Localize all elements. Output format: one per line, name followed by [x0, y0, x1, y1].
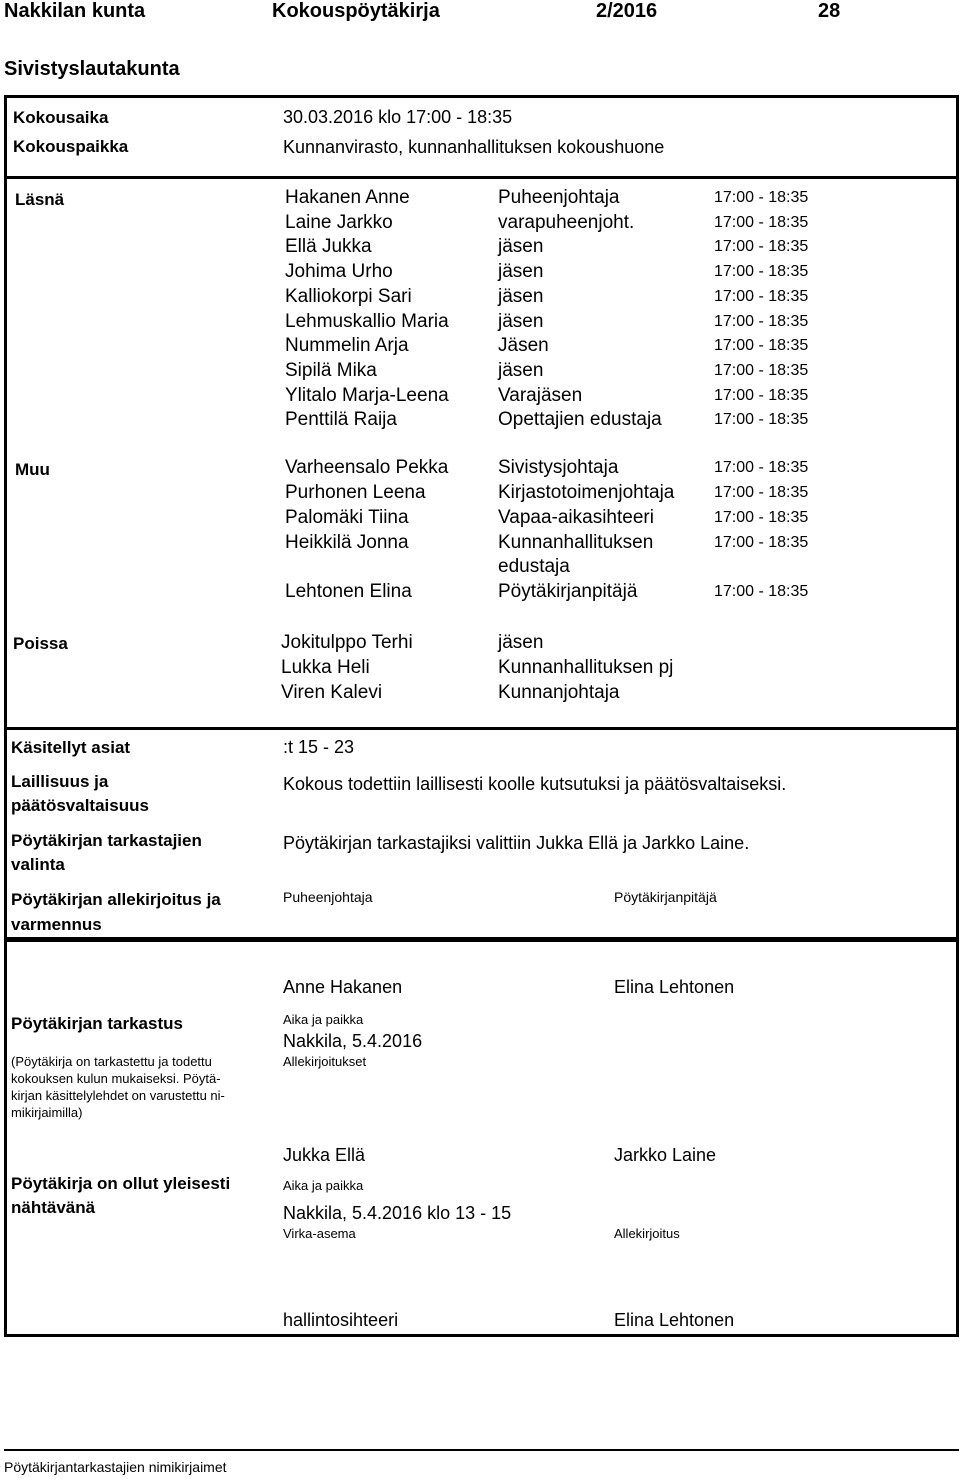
public-position-caption: Virka-asema: [283, 1226, 356, 1241]
attendee-role: jäsen: [498, 236, 544, 258]
review-note: kirjan käsittelylehdet on varustettu ni-: [11, 1088, 225, 1103]
inspectors-label: valinta: [11, 855, 65, 874]
attendee-role: Puheenjohtaja: [498, 187, 620, 208]
attendee-name: Ylitalo Marja-Leena: [285, 384, 449, 406]
public-time-place-value: Nakkila, 5.4.2016 klo 13 - 15: [283, 1203, 512, 1223]
attendee-role: Opettajien edustaja: [498, 409, 662, 431]
review-signer-1: Jukka Ellä: [283, 1145, 366, 1165]
attendee-name: Kalliokorpi Sari: [285, 285, 412, 307]
attendee-time: 17:00 - 18:35: [714, 459, 809, 476]
legality-label: Laillisuus ja: [11, 772, 109, 791]
meeting-place-value: Kunnanvirasto, kunnanhallituksen kokoushuone: [283, 137, 665, 157]
absentee-name: Lukka Heli: [281, 657, 370, 678]
absentee-role: Kunnanhallituksen pj: [498, 657, 674, 678]
attendee-name: Sipilä Mika: [285, 359, 377, 381]
attendee-name: Ellä Jukka: [285, 236, 372, 258]
attendee-time: 17:00 - 18:35: [714, 287, 809, 305]
attendee-name: Hakanen Anne: [285, 187, 410, 208]
document-number: 2/2016: [596, 0, 658, 22]
secretary-name: Elina Lehtonen: [614, 977, 735, 997]
review-time-place-value: Nakkila, 5.4.2016: [283, 1031, 423, 1051]
attendee-time: 17:00 - 18:35: [714, 213, 809, 231]
chair-caption: Puheenjohtaja: [283, 889, 373, 905]
attendee-name: Lehmuskallio Maria: [285, 310, 449, 332]
attendee-role: jäsen: [498, 285, 544, 307]
attendee-time: 17:00 - 18:35: [714, 484, 809, 501]
attendee-role: Varajäsen: [498, 384, 583, 406]
absentee-name: Jokitulppo Terhi: [281, 632, 413, 653]
legality-value: Kokous todettiin laillisesti koolle kutsutuksi ja päätösvaltaiseksi.: [283, 774, 787, 794]
attendee-role: Jäsen: [498, 335, 549, 357]
meeting-time-value: 30.03.2016 klo 17:00 - 18:35: [283, 107, 513, 127]
public-signature-caption: Allekirjoitus: [614, 1226, 680, 1241]
attendee-role: jäsen: [498, 261, 544, 283]
present-label: Läsnä: [15, 190, 65, 209]
handled-value: :t 15 - 23: [283, 737, 355, 757]
public-signer: Elina Lehtonen: [614, 1310, 735, 1330]
meeting-place-label: Kokouspaikka: [13, 137, 129, 156]
inspectors-value: Pöytäkirjan tarkastajiksi valittiin Jukka Ellä ja Jarkko Laine.: [283, 833, 750, 853]
attendee-time: 17:00 - 18:35: [714, 361, 809, 379]
absent-label: Poissa: [13, 634, 68, 653]
review-label: Pöytäkirjan tarkastus: [11, 1014, 183, 1033]
signing-label: Pöytäkirjan allekirjoitus ja: [11, 890, 221, 909]
public-time-place-caption: Aika ja paikka: [283, 1178, 364, 1193]
review-note: kokouksen kulun mukaiseksi. Pöytä-: [11, 1071, 221, 1086]
board-name: Sivistyslautakunta: [4, 58, 180, 80]
public-position-value: hallintosihteeri: [283, 1310, 399, 1330]
attendee-name: Johima Urho: [285, 261, 393, 283]
attendee-time: 17:00 - 18:35: [714, 263, 809, 281]
public-label: Pöytäkirja on ollut yleisesti: [11, 1174, 231, 1193]
attendee-role: Vapaa-aikasihteeri: [498, 507, 654, 528]
attendee-role: Pöytäkirjanpitäjä: [498, 581, 638, 602]
attendee-name: Palomäki Tiina: [285, 507, 409, 528]
absentee-name: Viren Kalevi: [281, 682, 383, 703]
chair-name: Anne Hakanen: [283, 977, 403, 997]
attendee-time: 17:00 - 18:35: [714, 312, 809, 330]
attendee-time: 17:00 - 18:35: [714, 386, 809, 404]
attendee-time: 17:00 - 18:35: [714, 411, 809, 429]
secretary-caption: Pöytäkirjanpitäjä: [614, 889, 717, 905]
divider: [4, 176, 959, 179]
handled-label: Käsitellyt asiat: [11, 738, 131, 757]
attendee-name: Heikkilä Jonna: [285, 532, 409, 553]
attendee-name: Nummelin Arja: [285, 335, 409, 357]
attendee-name: Laine Jarkko: [285, 211, 393, 233]
divider: [4, 727, 959, 730]
attendee-time: 17:00 - 18:35: [714, 583, 809, 600]
review-signer-2: Jarkko Laine: [614, 1145, 717, 1165]
attendee-role: jäsen: [498, 359, 544, 381]
attendee-role: jäsen: [498, 310, 544, 332]
attendee-name: Purhonen Leena: [285, 482, 426, 503]
review-box: [4, 939, 959, 1337]
attendee-time: 17:00 - 18:35: [714, 509, 809, 526]
document-type: Kokouspöytäkirja: [272, 0, 440, 22]
review-signatures-caption: Allekirjoitukset: [283, 1054, 367, 1069]
footer-text: Pöytäkirjantarkastajien nimikirjaimet: [4, 1459, 227, 1475]
attendee-role: edustaja: [498, 556, 570, 577]
review-time-place-caption: Aika ja paikka: [283, 1012, 364, 1027]
legality-label: päätösvaltaisuus: [11, 796, 149, 815]
attendee-time: 17:00 - 18:35: [714, 337, 809, 355]
attendee-time: 17:00 - 18:35: [714, 238, 809, 256]
public-label: nähtävänä: [11, 1198, 96, 1217]
attendee-name: Varheensalo Pekka: [285, 457, 449, 478]
page-number: 28: [818, 0, 841, 22]
other-label: Muu: [15, 460, 50, 479]
attendee-role: varapuheenjoht.: [498, 211, 635, 233]
attendee-time: 17:00 - 18:35: [714, 189, 809, 206]
absentee-role: Kunnanjohtaja: [498, 682, 620, 703]
municipality-name: Nakkilan kunta: [4, 0, 146, 22]
attendee-role: Kunnanhallituksen: [498, 532, 654, 553]
attendee-name: Penttilä Raija: [285, 409, 397, 431]
attendee-name: Lehtonen Elina: [285, 581, 412, 602]
absentee-role: jäsen: [498, 632, 544, 653]
review-note: (Pöytäkirja on tarkastettu ja todettu: [11, 1054, 212, 1069]
footer-divider: [4, 1449, 959, 1451]
review-note: mikirjaimilla): [11, 1105, 83, 1120]
attendee-role: Sivistysjohtaja: [498, 457, 619, 478]
attendee-role: Kirjastotoimenjohtaja: [498, 482, 675, 503]
meeting-time-label: Kokousaika: [13, 108, 109, 127]
inspectors-label: Pöytäkirjan tarkastajien: [11, 831, 202, 850]
signing-label: varmennus: [11, 915, 102, 934]
attendee-time: 17:00 - 18:35: [714, 534, 809, 551]
